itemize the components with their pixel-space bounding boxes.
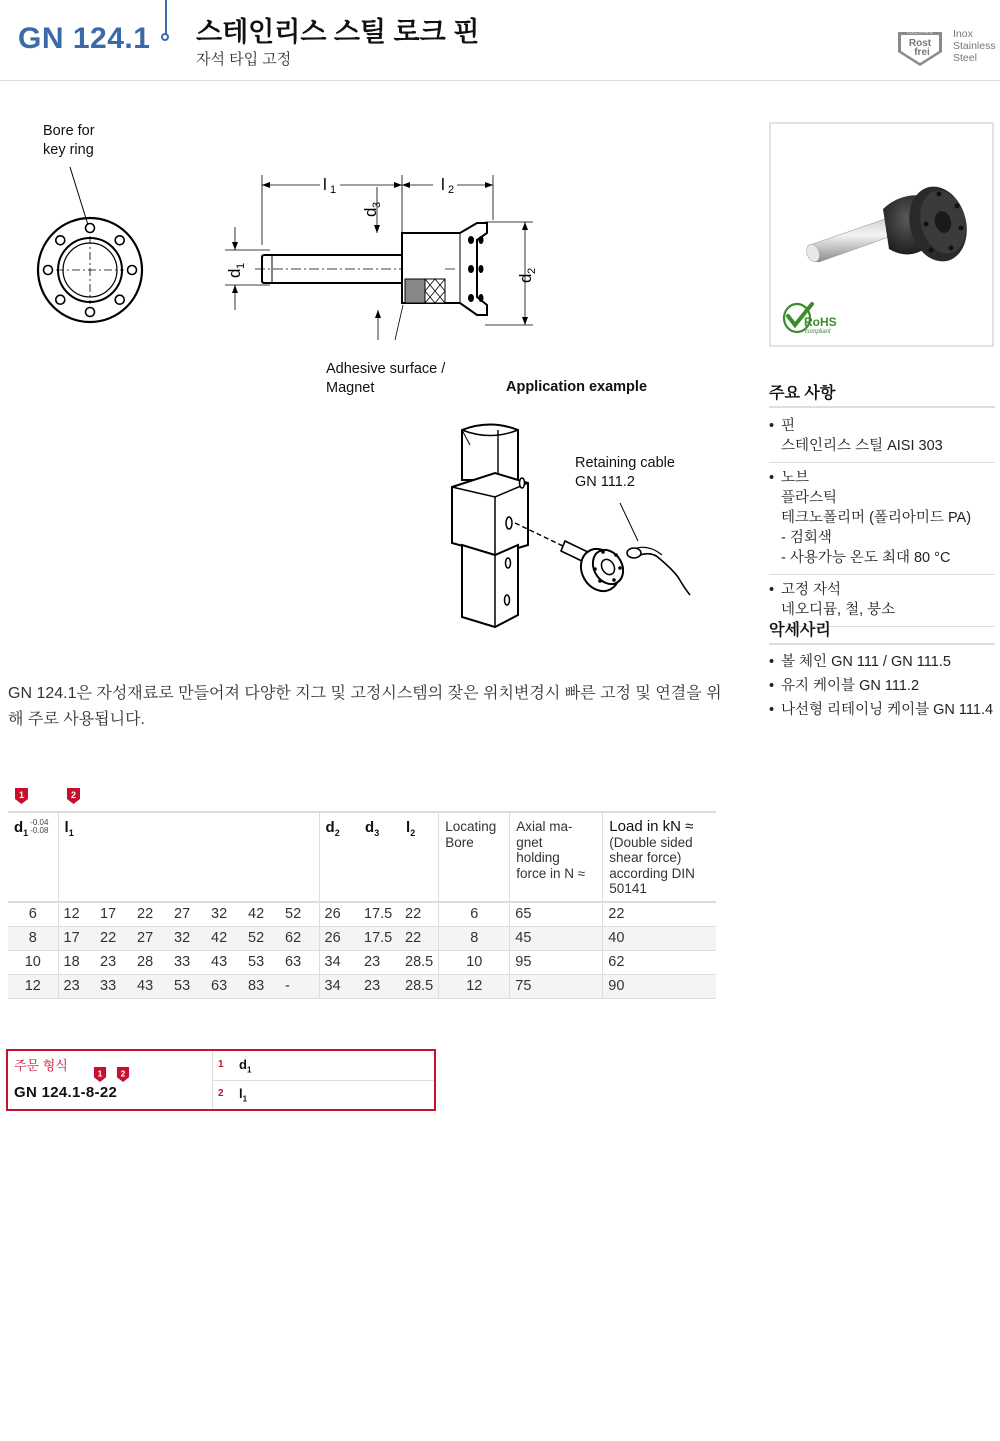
header-d3 bbox=[359, 812, 400, 902]
tol-lower: -0.08 bbox=[30, 826, 49, 835]
cell-d3: 17.5 bbox=[359, 902, 400, 927]
cell-axial: 65 bbox=[510, 902, 603, 927]
header-l2-sub: 2 bbox=[410, 828, 416, 838]
dim-d2: d bbox=[516, 273, 535, 283]
cell-axial: 75 bbox=[510, 974, 603, 998]
front-view-drawing bbox=[0, 155, 170, 345]
cell-axial: 45 bbox=[510, 926, 603, 950]
cell-l1: 62 bbox=[280, 926, 319, 950]
cell-bore: 12 bbox=[439, 974, 510, 998]
header-l1-symbol: l bbox=[64, 819, 69, 836]
marker-2-icon bbox=[66, 787, 81, 805]
feature-line: - 사용가능 온도 최대 80 °C bbox=[781, 550, 951, 566]
cell-l1: 27 bbox=[169, 902, 206, 927]
inox-line: Inox bbox=[953, 28, 973, 40]
cell-load: 90 bbox=[603, 974, 716, 998]
header-d3-sub: 3 bbox=[374, 828, 380, 838]
cell-l2: 22 bbox=[400, 926, 439, 950]
dim-d3: d bbox=[361, 207, 380, 217]
cell-load: 22 bbox=[603, 902, 716, 927]
cell-axial: 95 bbox=[510, 950, 603, 974]
inox-line: Stainless bbox=[953, 40, 996, 52]
dim-l2: l bbox=[441, 175, 445, 194]
header-text: holding bbox=[516, 850, 560, 865]
header-load-title: Load in kN ≈ bbox=[609, 818, 694, 835]
accessory-label: 볼 체인 GN 111 / GN 111.5 bbox=[781, 654, 951, 670]
header-text: 50141 bbox=[609, 881, 647, 896]
order-row-symbol: l bbox=[239, 1086, 243, 1101]
order-marker-2-text: 2 bbox=[120, 1068, 126, 1079]
cell-bore: 6 bbox=[439, 902, 510, 927]
order-row-sub: 1 bbox=[242, 1094, 248, 1104]
order-marker-2-icon bbox=[116, 1066, 130, 1083]
header-text: according DIN bbox=[609, 865, 695, 881]
cell-l2: 28.5 bbox=[400, 974, 439, 998]
accessories-heading: 악세사리 bbox=[769, 622, 831, 639]
features-list bbox=[769, 416, 995, 632]
cell-l2: 22 bbox=[400, 902, 439, 927]
order-marker-1-icon bbox=[93, 1066, 107, 1083]
rostfrei-badge-icon bbox=[896, 28, 944, 68]
adhesive-label-line2: Magnet bbox=[326, 380, 375, 396]
dim-d3-sub: 3 bbox=[371, 201, 383, 208]
cell-l1: 52 bbox=[243, 926, 280, 950]
feature-group-title: 노브 bbox=[781, 470, 810, 486]
cell-d1: 6 bbox=[8, 902, 58, 927]
header-divider-dot bbox=[161, 33, 169, 41]
cell-l1: 27 bbox=[132, 926, 169, 950]
d1-tolerance bbox=[30, 819, 48, 835]
product-code: GN 124.1 bbox=[18, 22, 151, 55]
order-row-sub: 1 bbox=[246, 1065, 252, 1075]
table-row bbox=[8, 902, 716, 927]
cell-l1: 43 bbox=[206, 950, 243, 974]
feature-line: 스테인리스 스틸 AISI 303 bbox=[781, 438, 943, 454]
cell-l1: 32 bbox=[169, 926, 206, 950]
cell-l1: 42 bbox=[243, 902, 280, 927]
feature-group-magnet: • 고정 자석 네오디뮴, 철, 붕소 bbox=[769, 580, 995, 623]
cell-l1: 52 bbox=[280, 902, 319, 927]
dim-d1: d bbox=[225, 268, 244, 278]
side-view-drawing bbox=[215, 165, 545, 350]
accessory-label: 유지 케이블 GN 111.2 bbox=[781, 678, 920, 694]
header-text: Bore bbox=[445, 834, 474, 850]
order-row-2 bbox=[213, 1080, 434, 1109]
header-d1-symbol: d bbox=[14, 819, 24, 836]
cell-d1: 8 bbox=[8, 926, 58, 950]
header-text: gnet bbox=[516, 834, 543, 850]
header-l1-sub: 1 bbox=[68, 828, 74, 838]
cell-l1: 43 bbox=[132, 974, 169, 998]
cell-l1: 28 bbox=[132, 950, 169, 974]
feature-line: 네오디뮴, 철, 붕소 bbox=[781, 602, 896, 618]
features-heading: 주요 사항 bbox=[769, 385, 836, 402]
feature-group-pin: • 핀 스테인리스 스틸 AISI 303 bbox=[769, 416, 995, 459]
marker-1-text: 1 bbox=[18, 790, 25, 800]
feature-line: 테크노폴리머 (폴리아미드 PA) bbox=[781, 510, 972, 526]
page-subtitle: 자석 타입 고정 bbox=[196, 51, 292, 68]
feature-group-title: 핀 bbox=[781, 418, 796, 434]
accessory-item: • 볼 체인 GN 111 / GN 111.5 bbox=[769, 654, 951, 670]
tol-upper: -0.04 bbox=[30, 818, 49, 827]
header-d2-symbol: d bbox=[325, 819, 335, 836]
cell-l1: 18 bbox=[58, 950, 95, 974]
application-example-label: Application example bbox=[506, 379, 648, 395]
marker-1-icon bbox=[14, 787, 29, 805]
cell-d1: 12 bbox=[8, 974, 58, 998]
cell-l1: 22 bbox=[132, 902, 169, 927]
cell-d2: 34 bbox=[319, 950, 359, 974]
cell-l1: 12 bbox=[58, 902, 95, 927]
accessory-item: • 유지 케이블 GN 111.2 bbox=[769, 678, 920, 694]
cell-d1: 10 bbox=[8, 950, 58, 974]
accessories-list bbox=[769, 650, 995, 722]
header-d2 bbox=[319, 812, 359, 902]
order-row-number: 2 bbox=[218, 1088, 224, 1099]
order-code: GN 124.1-8-22 bbox=[14, 1084, 118, 1101]
dimension-table bbox=[8, 811, 716, 999]
cell-l1: 53 bbox=[243, 950, 280, 974]
order-row-1 bbox=[213, 1051, 434, 1081]
cell-l2: 28.5 bbox=[400, 950, 439, 974]
rohs-compliant-icon bbox=[782, 300, 844, 336]
rohs-text: RoHS bbox=[804, 315, 837, 329]
table-header-row bbox=[8, 812, 716, 902]
bore-label-line1: Bore for bbox=[43, 123, 95, 139]
accessory-label: 나선형 리테이닝 케이블 GN 111.4 bbox=[781, 702, 994, 718]
header-text: Locating bbox=[445, 819, 497, 834]
header-d2-sub: 2 bbox=[334, 828, 340, 838]
inox-label bbox=[953, 28, 996, 64]
cell-l1: 63 bbox=[280, 950, 319, 974]
retaining-cable-line2: GN 111.2 bbox=[575, 474, 635, 490]
dim-l1-sub: 1 bbox=[330, 184, 337, 196]
header-axial-force bbox=[510, 812, 603, 902]
header-text: (Double sided bbox=[609, 834, 693, 850]
cell-bore: 8 bbox=[439, 926, 510, 950]
cell-load: 40 bbox=[603, 926, 716, 950]
header-text: force in N ≈ bbox=[516, 865, 586, 881]
rohs-subtext: compliant bbox=[805, 329, 831, 335]
feature-group-title: 고정 자석 bbox=[781, 582, 842, 598]
cell-l1: 63 bbox=[206, 974, 243, 998]
feature-line: 플라스틱 bbox=[781, 490, 838, 506]
cell-l1: 17 bbox=[95, 902, 132, 927]
divider bbox=[769, 462, 995, 463]
cell-d3: 23 bbox=[359, 974, 400, 998]
cell-l1: 53 bbox=[169, 974, 206, 998]
accessory-item: • 나선형 리테이닝 케이블 GN 111.4 bbox=[769, 702, 994, 718]
feature-line: - 검회색 bbox=[781, 530, 832, 546]
feature-group-knob: • 노브 플라스틱 테크노폴리머 (폴리아미드 PA) - 검회색 - 사용가능 온도 최대 80 °C bbox=[769, 468, 995, 571]
dim-l2-sub: 2 bbox=[448, 184, 455, 196]
dim-l1: l bbox=[323, 175, 327, 194]
cell-l1: 23 bbox=[58, 974, 95, 998]
inox-line: Steel bbox=[953, 52, 977, 64]
cell-d2: 26 bbox=[319, 902, 359, 927]
order-code-panel bbox=[8, 1051, 213, 1109]
header-text: Axial ma- bbox=[516, 819, 573, 834]
header-load bbox=[603, 812, 716, 902]
badge-line2: frei bbox=[914, 47, 930, 58]
cell-d3: 23 bbox=[359, 950, 400, 974]
application-example-drawing bbox=[440, 405, 720, 635]
order-example-box bbox=[6, 1049, 436, 1111]
divider bbox=[769, 574, 995, 575]
cell-d2: 26 bbox=[319, 926, 359, 950]
cell-d3: 17.5 bbox=[359, 926, 400, 950]
header-divider bbox=[165, 0, 167, 34]
retaining-cable-label bbox=[575, 454, 675, 492]
cell-l1: 23 bbox=[95, 950, 132, 974]
header-locating-bore bbox=[439, 812, 510, 902]
header-d1-sub: 1 bbox=[23, 828, 29, 838]
page-title: 스테인리스 스틸 로크 핀 bbox=[196, 17, 480, 47]
cell-l1: 33 bbox=[95, 974, 132, 998]
cell-l1: 22 bbox=[95, 926, 132, 950]
product-description: GN 124.1은 자성재료로 만들어져 다양한 지그 및 고정시스템의 잦은 위치변경시 빠른 고정 및 연결을 위해 주로 사용됩니다. bbox=[8, 685, 722, 728]
order-row-symbol: d bbox=[239, 1057, 247, 1072]
accessories-rule bbox=[769, 643, 995, 645]
dim-d2-sub: 2 bbox=[526, 267, 538, 274]
order-row-number: 1 bbox=[218, 1059, 224, 1070]
badge-line1: Rost bbox=[908, 38, 932, 49]
cell-l1: - bbox=[280, 974, 319, 998]
cell-l1: 83 bbox=[243, 974, 280, 998]
bore-label-line2: key ring bbox=[43, 142, 94, 158]
retaining-cable-line1: Retaining cable bbox=[575, 455, 675, 471]
cell-l1: 42 bbox=[206, 926, 243, 950]
order-marker-1-text: 1 bbox=[97, 1068, 103, 1079]
adhesive-label bbox=[326, 360, 445, 398]
header-l2-symbol: l bbox=[406, 819, 411, 836]
marker-2-text: 2 bbox=[70, 790, 77, 800]
header-d1 bbox=[8, 812, 58, 902]
table-row bbox=[8, 926, 716, 950]
header-text: shear force) bbox=[609, 850, 682, 865]
cell-bore: 10 bbox=[439, 950, 510, 974]
features-rule bbox=[769, 406, 995, 408]
adhesive-label-line1: Adhesive surface / bbox=[326, 361, 446, 377]
dim-d1-sub: 1 bbox=[235, 262, 247, 269]
cell-l1: 32 bbox=[206, 902, 243, 927]
order-label: 주문 형식 bbox=[14, 1058, 68, 1073]
header-l2 bbox=[400, 812, 439, 902]
header-d3-symbol: d bbox=[365, 819, 375, 836]
badge-top-text: EDELSTAHL bbox=[907, 29, 933, 35]
cell-l1: 17 bbox=[58, 926, 95, 950]
cell-d2: 34 bbox=[319, 974, 359, 998]
cell-load: 62 bbox=[603, 950, 716, 974]
cell-l1: 33 bbox=[169, 950, 206, 974]
table-row bbox=[8, 974, 716, 998]
header-l1 bbox=[58, 812, 319, 902]
table-row bbox=[8, 950, 716, 974]
header-rule bbox=[0, 80, 1000, 81]
